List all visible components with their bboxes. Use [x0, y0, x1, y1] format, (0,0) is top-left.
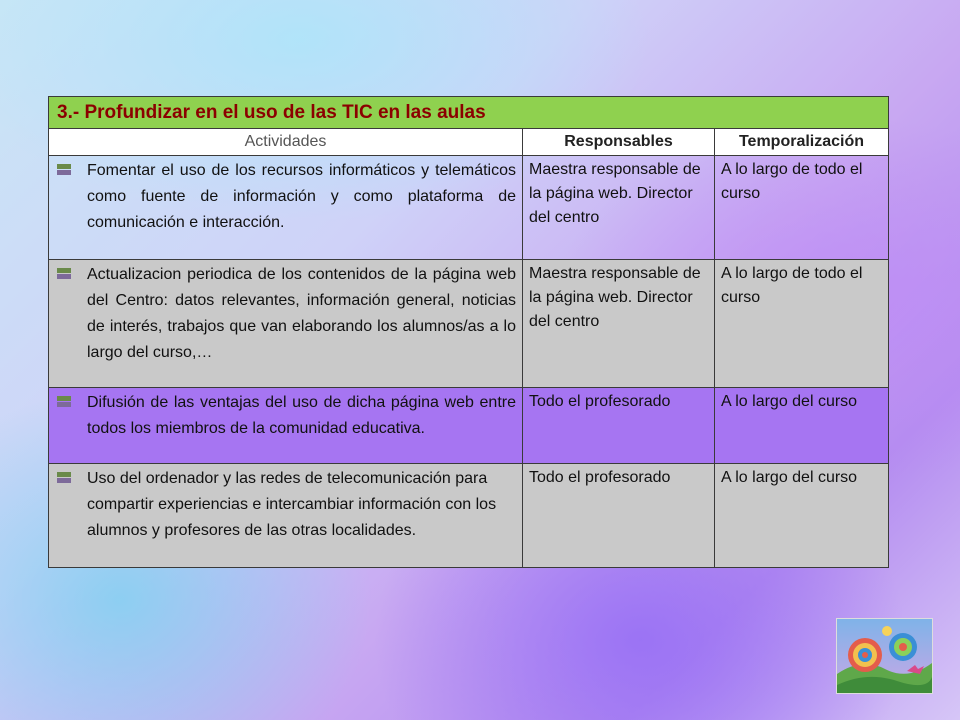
header-responsables: Responsables	[523, 129, 715, 156]
table-row	[49, 260, 889, 388]
responsables-cell: Todo el profesorado	[523, 464, 715, 568]
responsables-cell: Maestra responsable de la página web. Director del centro	[523, 156, 715, 260]
temporalizacion-cell: A lo largo del curso	[715, 388, 889, 464]
header-temporalizacion: Temporalización	[715, 129, 889, 156]
header-actividades: Actividades	[49, 129, 523, 156]
temporalizacion-cell: A lo largo de todo el curso	[715, 260, 889, 388]
bullet-icon	[57, 268, 71, 280]
activity-text: Difusión de las ventajas del uso de dicha página web entre todos los miembros de la comunidad educativa.	[87, 394, 516, 437]
table-row	[49, 464, 889, 568]
table-row	[49, 156, 889, 260]
bullet-icon	[57, 164, 71, 176]
responsables-cell: Maestra responsable de la página web. Director del centro	[523, 260, 715, 388]
table-title: 3.- Profundizar en el uso de las TIC en las aulas	[49, 97, 889, 129]
decorative-artwork-image	[836, 618, 933, 694]
activities-table	[48, 96, 889, 568]
activity-text: Actualizacion periodica de los contenidos de la página web del Centro: datos relevantes, información general, noticias de interés, trabajos que van elaborando los alumnos/as a lo largo del curso,…	[87, 266, 516, 361]
temporalizacion-cell: A lo largo del curso	[715, 464, 889, 568]
bullet-icon	[57, 472, 71, 484]
bullet-icon	[57, 396, 71, 408]
table-row	[49, 388, 889, 464]
activity-text: Fomentar el uso de los recursos informáticos y telemáticos como fuente de información y como plataforma de comunicación e interacción.	[87, 162, 516, 231]
responsables-cell: Todo el profesorado	[523, 388, 715, 464]
temporalizacion-cell: A lo largo de todo el curso	[715, 156, 889, 260]
artwork-svg	[837, 619, 932, 693]
activity-text: Uso del ordenador y las redes de telecomunicación para compartir experiencias e intercambiar información con los alumnos y profesores de las otras localidades.	[87, 470, 497, 539]
